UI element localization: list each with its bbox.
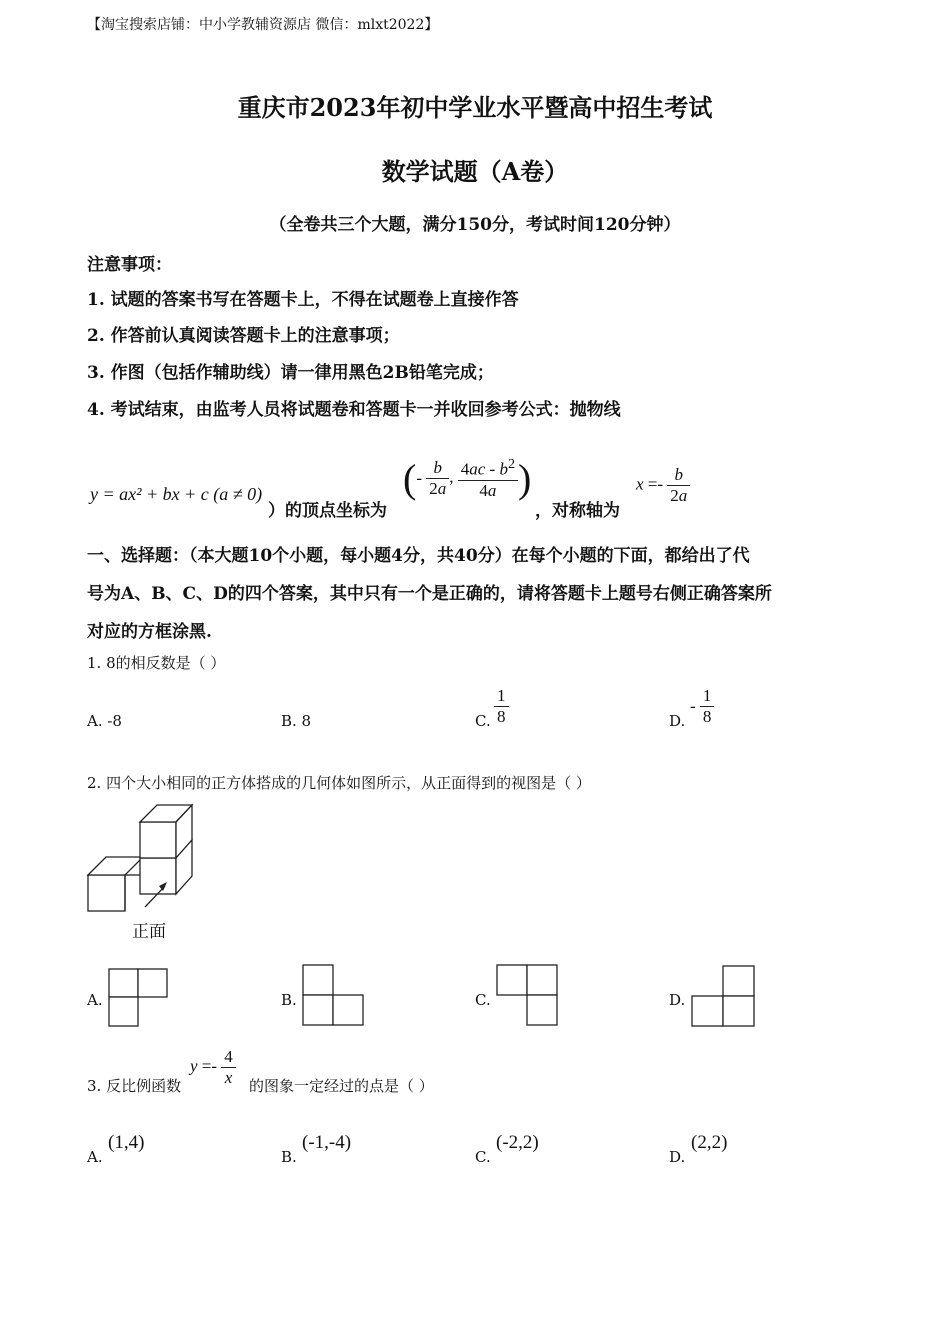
- q3-option-d: D.: [669, 1148, 686, 1166]
- q3-option-a: A.: [87, 1148, 103, 1166]
- q3-function: y =- $\frac{4}{x}$: [190, 1047, 236, 1088]
- q1-option-c: C.: [475, 712, 491, 730]
- q2-option-c-view: [496, 964, 560, 1028]
- axis-text: ，对称轴为: [535, 501, 620, 521]
- q1-stem: 1. 8的相反数是（ ）: [87, 654, 226, 672]
- q2-option-d-view: [691, 965, 757, 1029]
- note-4: 4. 考试结束，由监考人员将试题卷和答题卡一并收回参考公式：抛物线: [87, 400, 621, 420]
- q3-stem-pre: 3. 反比例函数: [87, 1077, 182, 1095]
- q1-option-c-value: $\frac{1}{8}$: [494, 686, 509, 727]
- q2-option-d: D.: [669, 991, 686, 1009]
- q3-stem-post: 的图象一定经过的点是（ ）: [249, 1077, 434, 1095]
- section1-line2: 号为A、B、C、D的四个答案，其中只有一个是正确的，请将答题卡上题号右侧正确答案所: [87, 584, 772, 604]
- q2-option-a: A.: [87, 991, 103, 1009]
- q3-option-d-point: (2,2): [691, 1132, 728, 1153]
- page-header: 【淘宝搜索店铺：中小学教辅资源店 微信：mlxt2022】: [87, 17, 439, 33]
- section1-line3: 对应的方框涂黑.: [87, 622, 212, 642]
- q1-option-d: D.: [669, 712, 686, 730]
- q2-option-b: B.: [281, 991, 297, 1009]
- exam-title: 重庆市2023年初中学业水平暨高中招生考试: [237, 93, 713, 122]
- q3-option-b: B.: [281, 1148, 297, 1166]
- q2-stem: 2. 四个大小相同的正方体搭成的几何体如图所示，从正面得到的视图是（ ）: [87, 774, 591, 792]
- cube-solid-figure: [85, 802, 197, 918]
- q3-option-b-point: (-1,-4): [302, 1132, 352, 1153]
- exam-info: （全卷共三个大题，满分150分，考试时间120分钟）: [269, 215, 681, 235]
- q2-option-b-view: [302, 964, 366, 1028]
- q2-option-a-view: [108, 968, 168, 1028]
- q3-option-a-point: (1,4): [108, 1132, 145, 1153]
- q1-option-b: B. 8: [281, 712, 312, 730]
- parabola-formula: y = ax² + bx + c (a ≠ 0): [90, 484, 263, 504]
- q2-option-c: C.: [475, 991, 491, 1009]
- front-label: 正面: [132, 922, 166, 942]
- q1-option-a: A. -8: [87, 712, 122, 730]
- exam-subtitle: 数学试题（A卷）: [381, 157, 569, 186]
- notes-heading: 注意事项：: [87, 255, 172, 275]
- q3-option-c-point: (-2,2): [496, 1132, 539, 1153]
- section1-line1: 一、选择题：（本大题10个小题，每小题4分，共40分）在每个小题的下面，都给出了代: [87, 546, 750, 566]
- vertex-formula: (- $\frac{b}{2a}$ , $\frac{4ac - b^2}{4a}$ ): [403, 456, 532, 501]
- q1-option-d-value: - $\frac{1}{8}$: [690, 686, 714, 727]
- note-1: 1. 试题的答案书写在答题卡上，不得在试题卷上直接作答: [87, 290, 519, 310]
- axis-formula: x =- $\frac{b}{2a}$: [636, 465, 690, 506]
- vertex-text: ）的顶点坐标为: [268, 501, 387, 521]
- q3-option-c: C.: [475, 1148, 491, 1166]
- note-2: 2. 作答前认真阅读答题卡上的注意事项；: [87, 326, 400, 346]
- note-3: 3. 作图（包括作辅助线）请一律用黑色2B铅笔完成；: [87, 363, 494, 383]
